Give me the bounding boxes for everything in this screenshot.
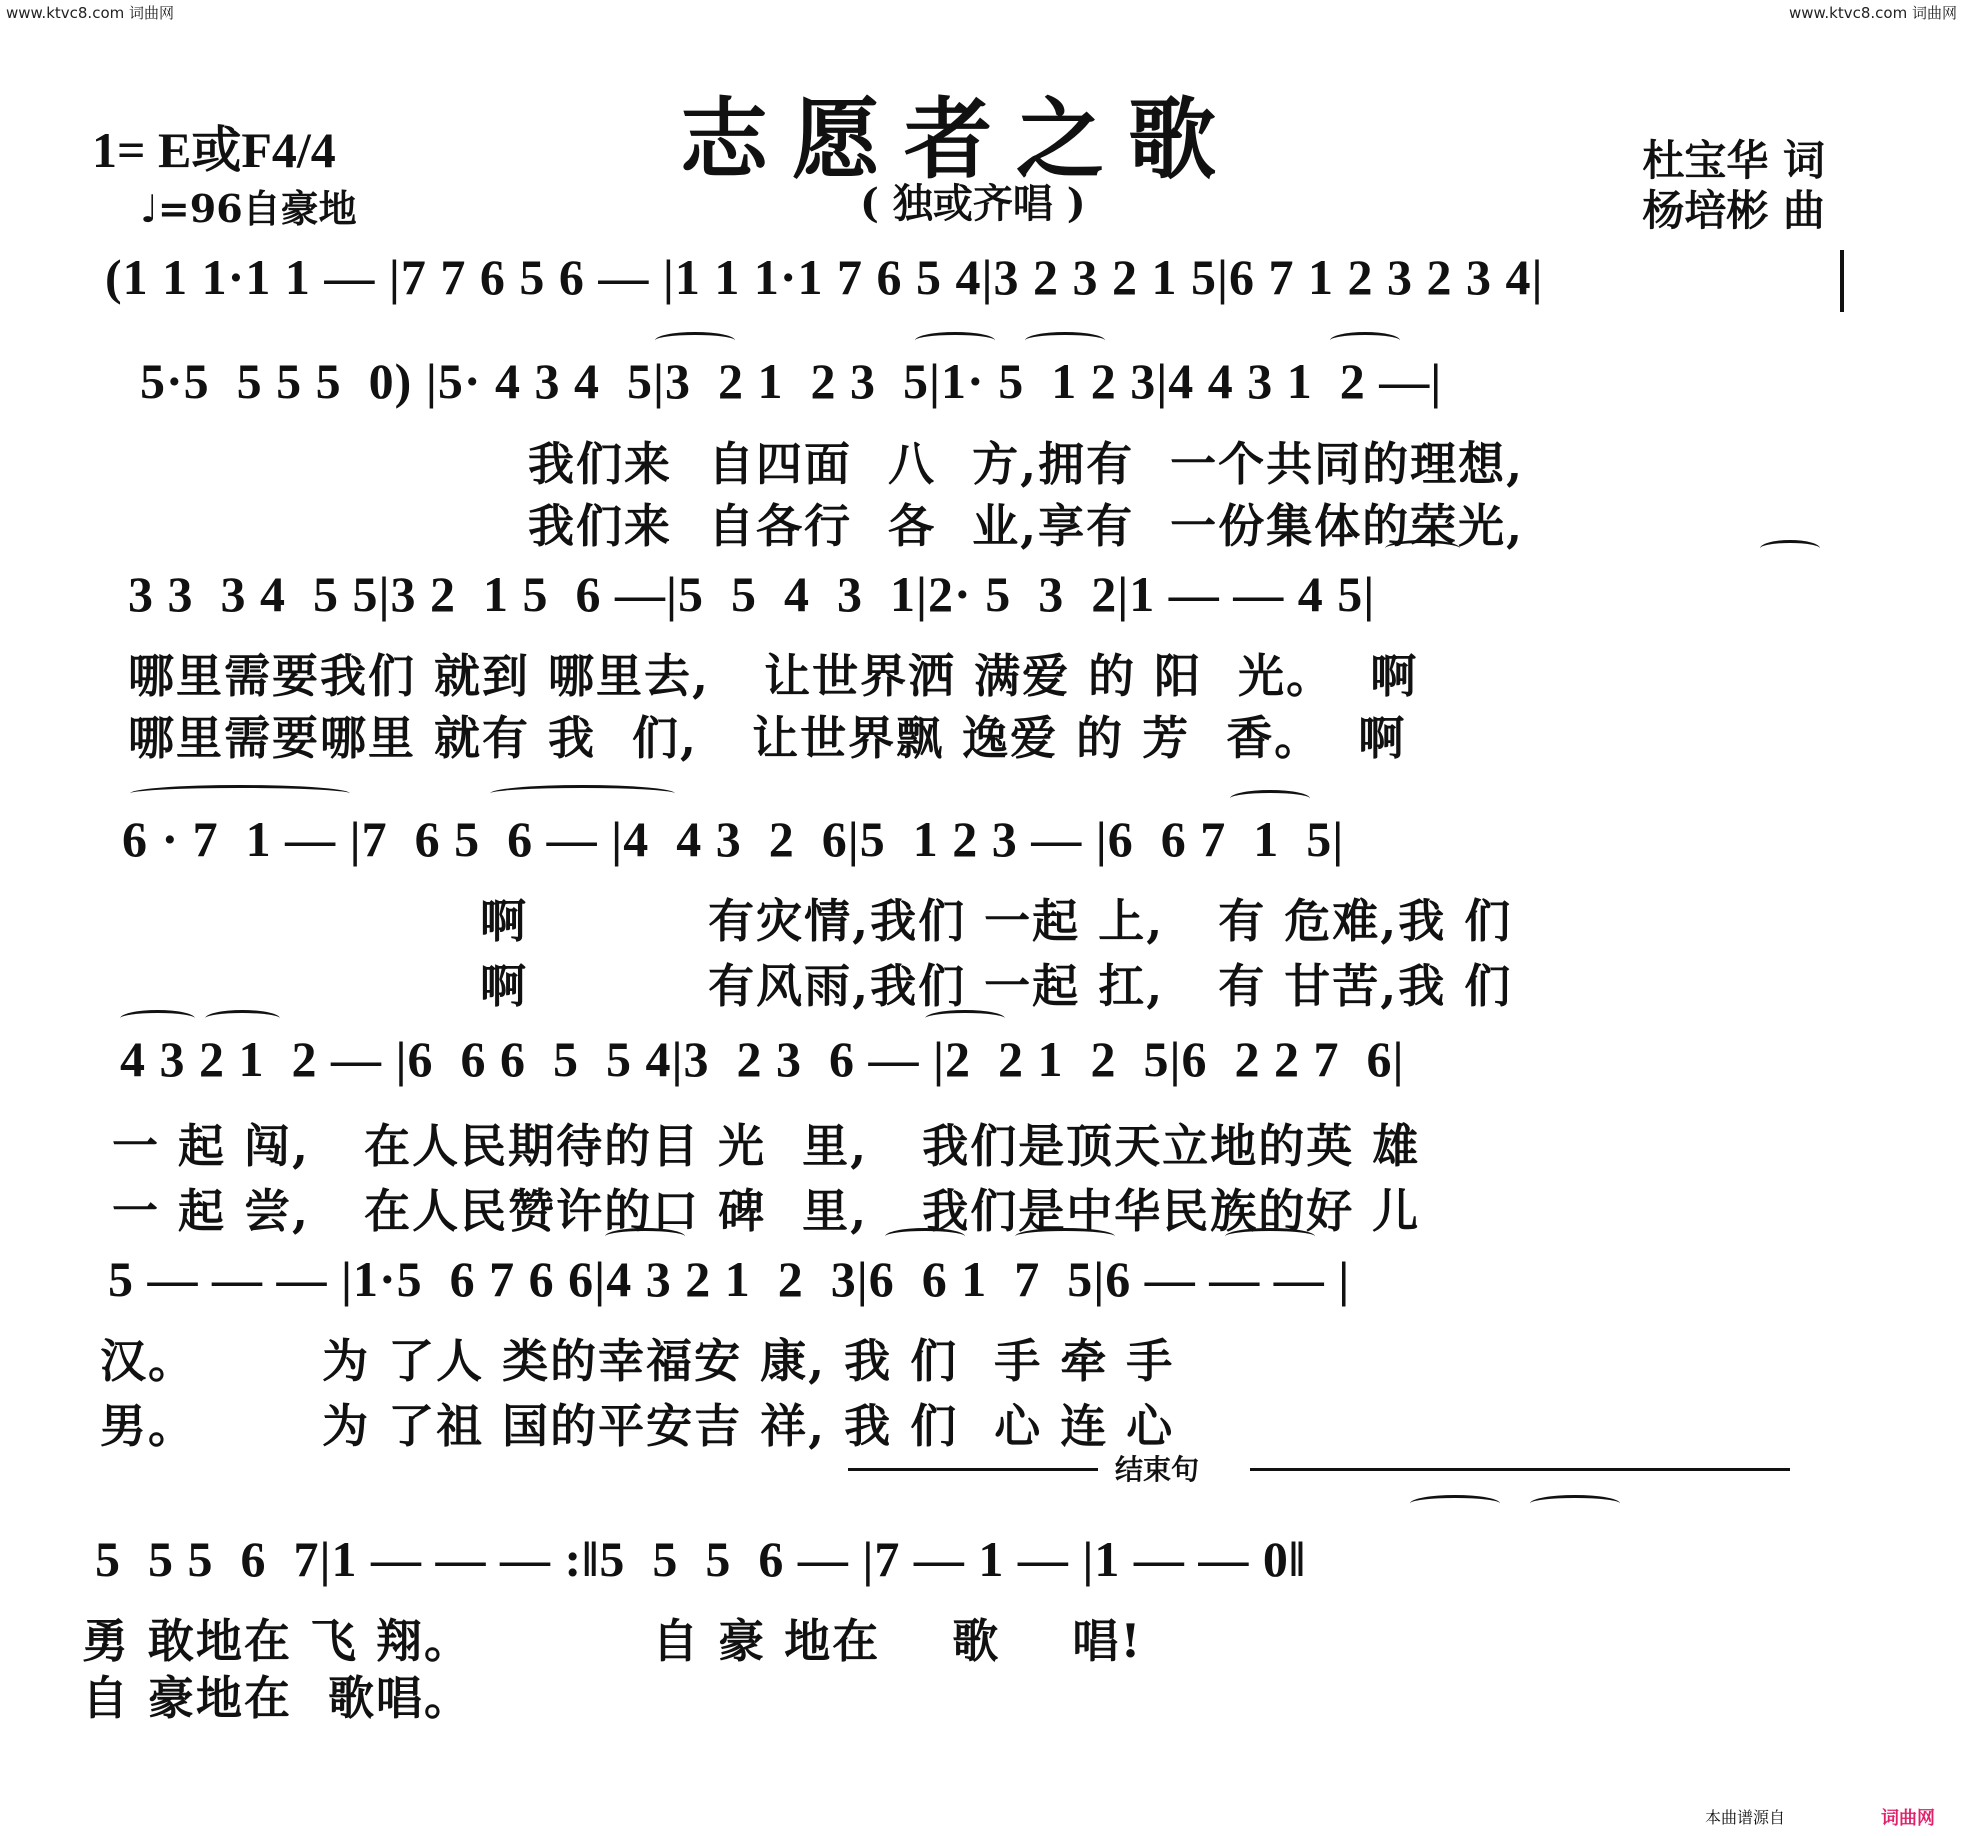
notation-line-1: (1 1 1·1 1 — |7 7 6 5 6 — |1 1 1·1 7 6 5 4|3 2 3 2 1 5|6 7 1 2 3 2 3 4| (105, 249, 1544, 305)
slur-mark (120, 1010, 195, 1027)
lyric-line-2-verse-1: 我们来 自四面 八 方,拥有 一个共同的理想, (528, 437, 1525, 491)
notation-line-6: 5 — — — |1·5 6 7 6 6|4 3 2 1 2 3|6 6 1 7 5|6 — — — | (108, 1251, 1351, 1307)
lyric-line-7-verse-2: 自 豪地在 歌唱。 (82, 1671, 473, 1725)
composer-credit: 杨培彬 曲 (1642, 186, 1825, 235)
slur-mark (1330, 332, 1400, 349)
slur-mark (915, 332, 995, 349)
lyric-line-6-verse-2: 男。 为 了祖 国的平安吉 祥, 我 们 心 连 心 (100, 1399, 1175, 1453)
slur-mark (605, 1228, 685, 1245)
slur-mark (130, 785, 350, 802)
slur-mark (1385, 540, 1460, 557)
notation-line-4: 6 · 7 1 — |7 6 5 6 — |4 4 3 2 6|5 1 2 3 — |6 6 7 1 5| (122, 811, 1345, 867)
lyric-line-5-verse-2: 一 起 尝, 在人民赞许的口 碑 里, 我们是中华民族的好 儿 (112, 1184, 1421, 1238)
key-signature: 1= E或F4/4 (92, 122, 336, 178)
lyric-line-3-verse-2: 哪里需要哪里 就有 我 们, 让世界飘 逸爱 的 芳 香。 啊 (128, 711, 1407, 765)
source-note: 本曲谱源自 (1704, 1808, 1785, 1827)
notation-line-2: 5·5 5 5 5 0) |5· 4 3 4 5|3 2 1 2 3 5|1· 5 1 2 3|4 4 3 1 2 —| (140, 353, 1443, 409)
site-logo: 词曲网 (1881, 1808, 1935, 1829)
lyric-line-2-verse-2: 我们来 自各行 各 业,享有 一份集体的荣光, (528, 499, 1525, 553)
slur-mark (1225, 1228, 1315, 1245)
slur-mark (1760, 540, 1820, 557)
notation-line-3: 3 3 3 4 5 5|3 2 1 5 6 —|5 5 4 3 1|2· 5 3 2|1 — — 4 5| (128, 566, 1376, 622)
lyric-line-7-verse-1: 勇 敢地在 飞 翔。 自 豪 地在 歌 唱! (82, 1614, 1143, 1668)
song-subtitle: ( 独或齐唱 ) (860, 180, 1086, 227)
barline (1840, 250, 1844, 312)
lyric-line-4-verse-2: 啊 有风雨,我们 一起 扛, 有 甘苦,我 们 (480, 959, 1513, 1013)
lyric-line-4-verse-1: 啊 有灾情,我们 一起 上, 有 危难,我 们 (480, 894, 1513, 948)
song-title: 志愿者之歌 (680, 87, 1241, 191)
notation-line-7: 5 5 5 6 7|1 — — — :‖5 5 5 6 — |7 — 1 — |1 — — 0‖ (95, 1531, 1307, 1587)
tempo-marking: ♩=96自豪地 (140, 186, 357, 231)
slur-mark (1530, 1495, 1620, 1512)
slur-mark (925, 1010, 1005, 1027)
ending-bracket-right (1250, 1468, 1790, 1471)
lyric-line-3-verse-1: 哪里需要我们 就到 哪里去, 让世界洒 满爱 的 阳 光。 啊 (128, 649, 1419, 703)
lyricist-credit: 杜宝华 词 (1642, 136, 1825, 185)
lyric-line-5-verse-1: 一 起 闯, 在人民期待的目 光 里, 我们是顶天立地的英 雄 (112, 1119, 1421, 1173)
watermark-right: www.ktvc8.com 词曲网 (1788, 4, 1957, 22)
slur-mark (1230, 790, 1310, 807)
slur-mark (490, 785, 675, 802)
slur-mark (1025, 332, 1105, 349)
notation-line-5: 4 3 2 1 2 — |6 6 6 5 5 4|3 2 3 6 — |2 2 1 2 5|6 2 2 7 6| (120, 1031, 1405, 1087)
lyric-line-6-verse-1: 汉。 为 了人 类的幸福安 康, 我 们 手 牵 手 (100, 1334, 1175, 1388)
slur-mark (1015, 1228, 1115, 1245)
slur-mark (885, 1228, 965, 1245)
slur-mark (1410, 1495, 1500, 1512)
watermark-left: www.ktvc8.com 词曲网 (6, 4, 175, 22)
ending-bracket-left (848, 1468, 1098, 1471)
ending-label: 结束句 (1115, 1453, 1200, 1486)
slur-mark (205, 1010, 280, 1027)
slur-mark (655, 332, 735, 349)
